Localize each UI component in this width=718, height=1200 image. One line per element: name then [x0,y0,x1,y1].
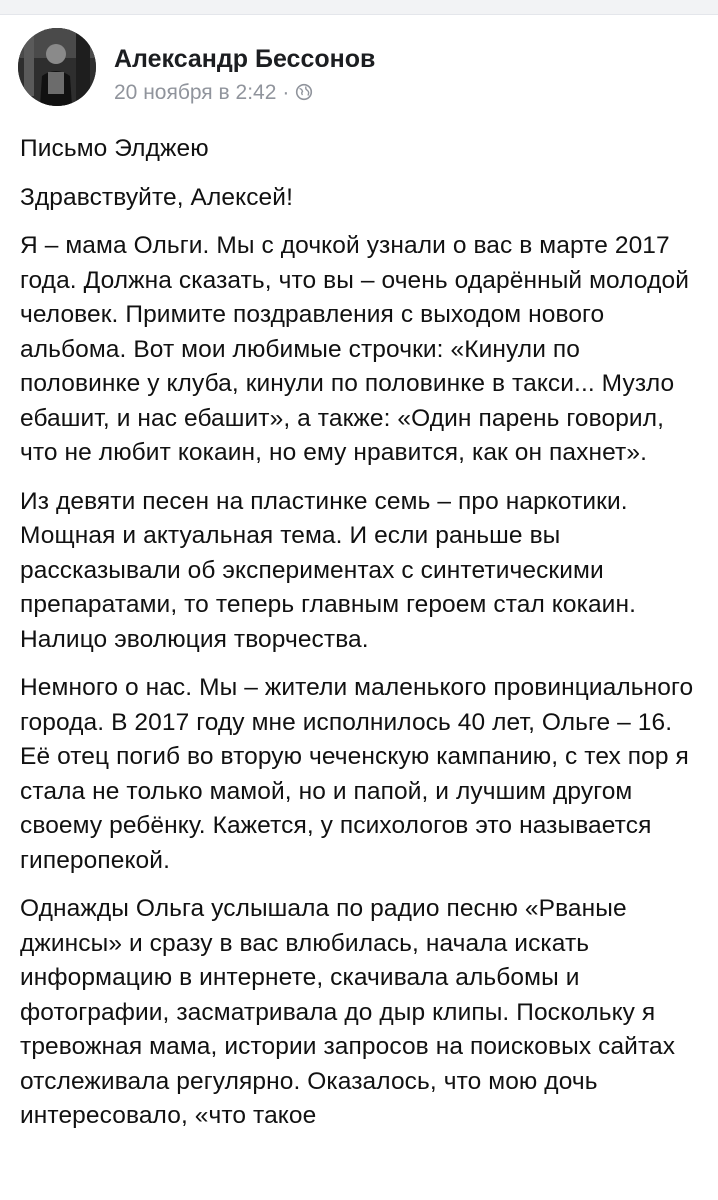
meta-separator: · [282,81,290,104]
post-paragraph: Немного о нас. Мы – жители маленького провинциального города. В 2017 году мне исполнилось 40 лет, Ольге – 16. Её отец погиб во вторую чеченскую кампанию, с тех пор я стала не только мамой, но и папой, и лучшим другом своему ребёнку. Кажется, у психологов это называется гиперопекой. [20,674,694,874]
post-body [20,132,706,1134]
post-paragraph: Я – мама Ольги. Мы с дочкой узнали о вас в марте 2017 года. Должна сказать, что вы – очень одарённый молодой человек. Примите поздравления с выходом нового альбома. Вот мои любимые строчки: «Кинули по половинке у клуба, кинули по половинке в такси... Музло ебашит, и нас ебашит», а также: «Один парень говорил, что не любит кокаин, но ему нравится, как он пахнет». [20,232,690,466]
avatar[interactable] [18,28,96,106]
post-paragraph: Из девяти песен на пластинке семь – про наркотики. Мощная и актуальная тема. И если раньше вы рассказывали об экспериментах с синтетическими препаратами, то теперь главным героем стал кокаин. Налицо эволюция творчества. [20,487,637,653]
post-date[interactable]: 20 ноября в 2:42 [114,81,277,104]
post-paragraph: Однажды Ольга услышала по радио песню «Рваные джинсы» и сразу в вас влюбилась, начала искать информацию в интернете, скачивала альбомы и фотографии, засматривала до дыр клипы. Поскольку я тревожная мама, истории запросов на поисковых сайтах отслеживала регулярно. Оказалось, что мою дочь интересовало, «что такое [20,895,676,1129]
globe-icon[interactable] [295,82,313,108]
top-strip [0,0,718,15]
post-greeting: Здравствуйте, Алексей! [20,183,293,211]
post-header [18,28,708,112]
post-title: Письмо Элджею [20,135,209,162]
avatar-photo [18,28,96,106]
post-meta [114,80,313,108]
author-name[interactable]: Александр Бессонов [114,45,376,73]
